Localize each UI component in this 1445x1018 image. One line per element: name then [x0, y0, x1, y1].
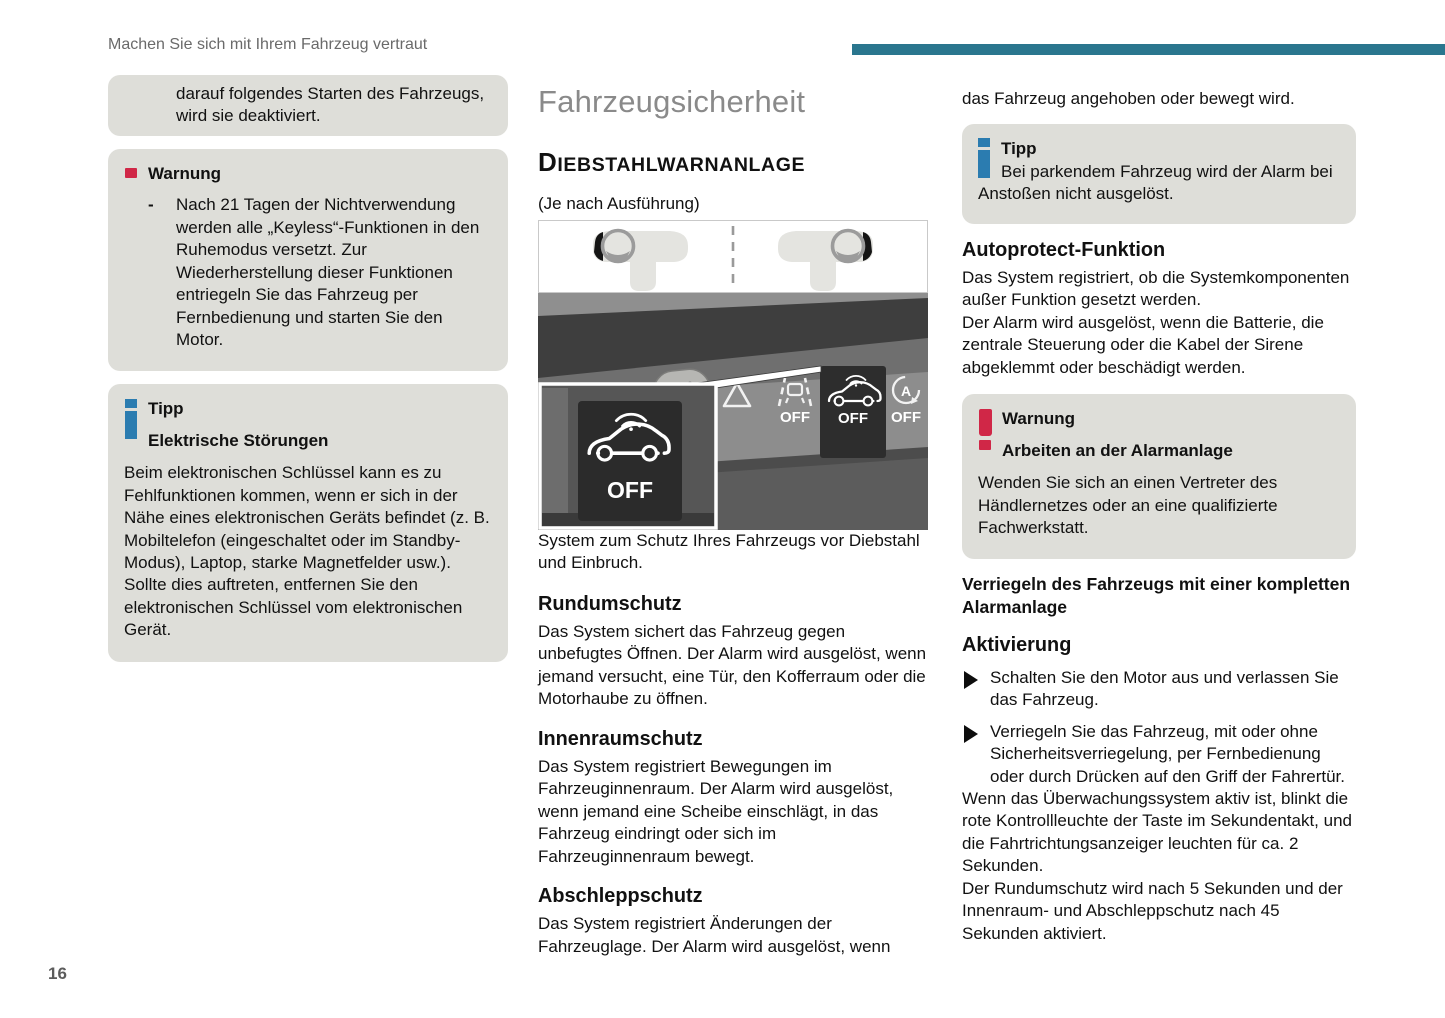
instruction-text: Verriegeln Sie das Fahrzeug, mit oder ohne Sicherheitsverriegelung, per Fernbedienung oder durch Drücken auf den Griff der Fahrertür.: [990, 721, 1345, 786]
middle-column: [538, 82, 930, 958]
warning-box-subtitle: Arbeiten an der Alarmanlage: [1002, 440, 1233, 460]
left-column: [108, 75, 508, 675]
accent-bar: [852, 44, 1445, 55]
tip-box-subtitle: Elektrische Störungen: [148, 430, 329, 450]
running-header: Machen Sie sich mit Ihrem Fahrzeug vertraut: [108, 36, 428, 53]
continuation-note-box: [108, 75, 508, 136]
subheading-rundumschutz: Rundumschutz: [538, 592, 682, 615]
subheading-innenraumschutz: Innenraumschutz: [538, 727, 703, 750]
info-i-icon: [125, 399, 137, 439]
figure-caption: System zum Schutz Ihres Fahrzeugs vor Diebstahl und Einbruch.: [538, 530, 920, 573]
closing-paragraph-1: Wenn das Überwachungssystem aktiv ist, blinkt die rote Kontrollleuchte der Taste im Sekundentakt, und die Fahrtrichtungsanzeiger leuchten für ca. 2 Sekunden.: [962, 789, 1352, 876]
dash-bullet: -: [148, 195, 154, 215]
inset-off-label: OFF: [607, 476, 653, 503]
dashboard-figure: [538, 220, 928, 530]
warning-box-text: Nach 21 Tagen der Nichtverwendung werden alle „Keyless“-Funktionen in den Ruhemodus versetzt. Zur Wiederherstellung dieser Funktionen entriegeln Sie das Fahrzeug per Fernbedienung und starten Sie den Motor.: [176, 195, 480, 349]
tip-box-text: Beim elektronischen Schlüssel kann es zu Fehlfunktionen kommen, wenn er sich in der Nähe eines elektronischen Geräts befindet (z. B. Mobiltelefon (eingeschaltet oder im Standby-Modus), Laptop, starke Magnetfelder usw.). Sollte dies auftreten, entfernen Sie den elektronischen Schlüssel vom elektronischen Gerät.: [124, 463, 490, 640]
paragraph-innenraumschutz: Das System registriert Bewegungen im Fahrzeuginnenraum. Der Alarm wird ausgelöst, wenn jemand eine Scheibe einschlägt, in das Fahrzeug eindringt oder sich im Fahrzeuginnenraum bewegt.: [538, 756, 894, 866]
warning-exclamation-icon: [125, 164, 138, 178]
steering-position-strip: [539, 220, 928, 292]
subheading-abschleppschutz: Abschleppschutz: [538, 884, 703, 907]
paragraph-autoprotect-1: Das System registriert, ob die Systemkomponenten außer Funktion gesetzt werden.: [962, 268, 1350, 310]
tip-box-title: Tipp: [148, 399, 184, 419]
paragraph-rundumschutz: Das System sichert das Fahrzeug gegen unbefugtes Öffnen. Der Alarm wird ausgelöst, wenn jemand versucht, eine Tür, den Kofferraum oder die Motorhaube zu öffnen.: [538, 621, 927, 709]
arrow-bullet-icon: [964, 671, 978, 689]
heading-verriegeln: Verriegeln des Fahrzeugs mit einer kompletten Alarmanlage: [962, 574, 1351, 618]
warning-box-alarm: [962, 394, 1356, 559]
warning-box-title: Warnung: [148, 163, 222, 183]
tip-box-electrical: [108, 384, 508, 661]
start-stop-off-label: OFF: [891, 408, 921, 426]
lane-assist-off-label: OFF: [780, 408, 810, 426]
warning-box-text: Wenden Sie sich an einen Vertreter des Händlernetzes oder an eine qualifizierte Fachwerkstatt.: [978, 473, 1278, 537]
arrow-bullet-icon: [964, 725, 978, 743]
paragraph-autoprotect-2: Der Alarm wird ausgelöst, wenn die Batterie, die zentrale Steuerung oder die Kabel der Sirene abgeklemmt oder beschädigt werden.: [962, 312, 1324, 377]
info-i-icon: [978, 138, 990, 182]
alarm-off-button: [820, 366, 886, 458]
instruction-bullet: [962, 721, 1356, 788]
right-column: [962, 88, 1356, 945]
lead-continuation-text: das Fahrzeug angehoben oder bewegt wird.: [962, 89, 1295, 108]
chapter-heading: DIEBSTAHLWARNANLAGE: [538, 146, 806, 177]
warning-box-title: Warnung: [1002, 409, 1076, 429]
paragraph-abschleppschutz: Das System registriert Änderungen der Fahrzeuglage. Der Alarm wird ausgelöst, wenn: [538, 914, 891, 956]
closing-paragraph-2: Der Rundumschutz wird nach 5 Sekunden und der Innenraum- und Abschleppschutz nach 45 Sekunden aktiviert.: [962, 878, 1343, 943]
section-title: Fahrzeugsicherheit: [538, 84, 806, 119]
page-number: 16: [48, 964, 67, 983]
warning-box-keyless: [108, 149, 508, 372]
alarm-off-label: OFF: [838, 409, 868, 427]
warning-exclamation-icon: [979, 409, 992, 450]
subheading-autoprotect: Autoprotect-Funktion: [962, 238, 1166, 261]
variant-note: (Je nach Ausführung): [538, 194, 700, 214]
subheading-aktivierung: Aktivierung: [962, 633, 1072, 656]
tip-box-title: Tipp: [1001, 139, 1037, 159]
alarm-button-inset: [540, 384, 716, 528]
instruction-bullet: [962, 667, 1356, 712]
dashboard-photo: [538, 293, 928, 530]
continuation-note-text: darauf folgendes Starten des Fahrzeugs, wird sie deaktiviert.: [176, 84, 485, 126]
instruction-text: Schalten Sie den Motor aus und verlassen Sie das Fahrzeug.: [990, 667, 1339, 710]
tip-box-text: Bei parkendem Fahrzeug wird der Alarm bei Anstoßen nicht ausgelöst.: [978, 161, 1333, 204]
start-stop-letter: A: [900, 382, 912, 399]
tip-box-parked: [962, 124, 1356, 223]
